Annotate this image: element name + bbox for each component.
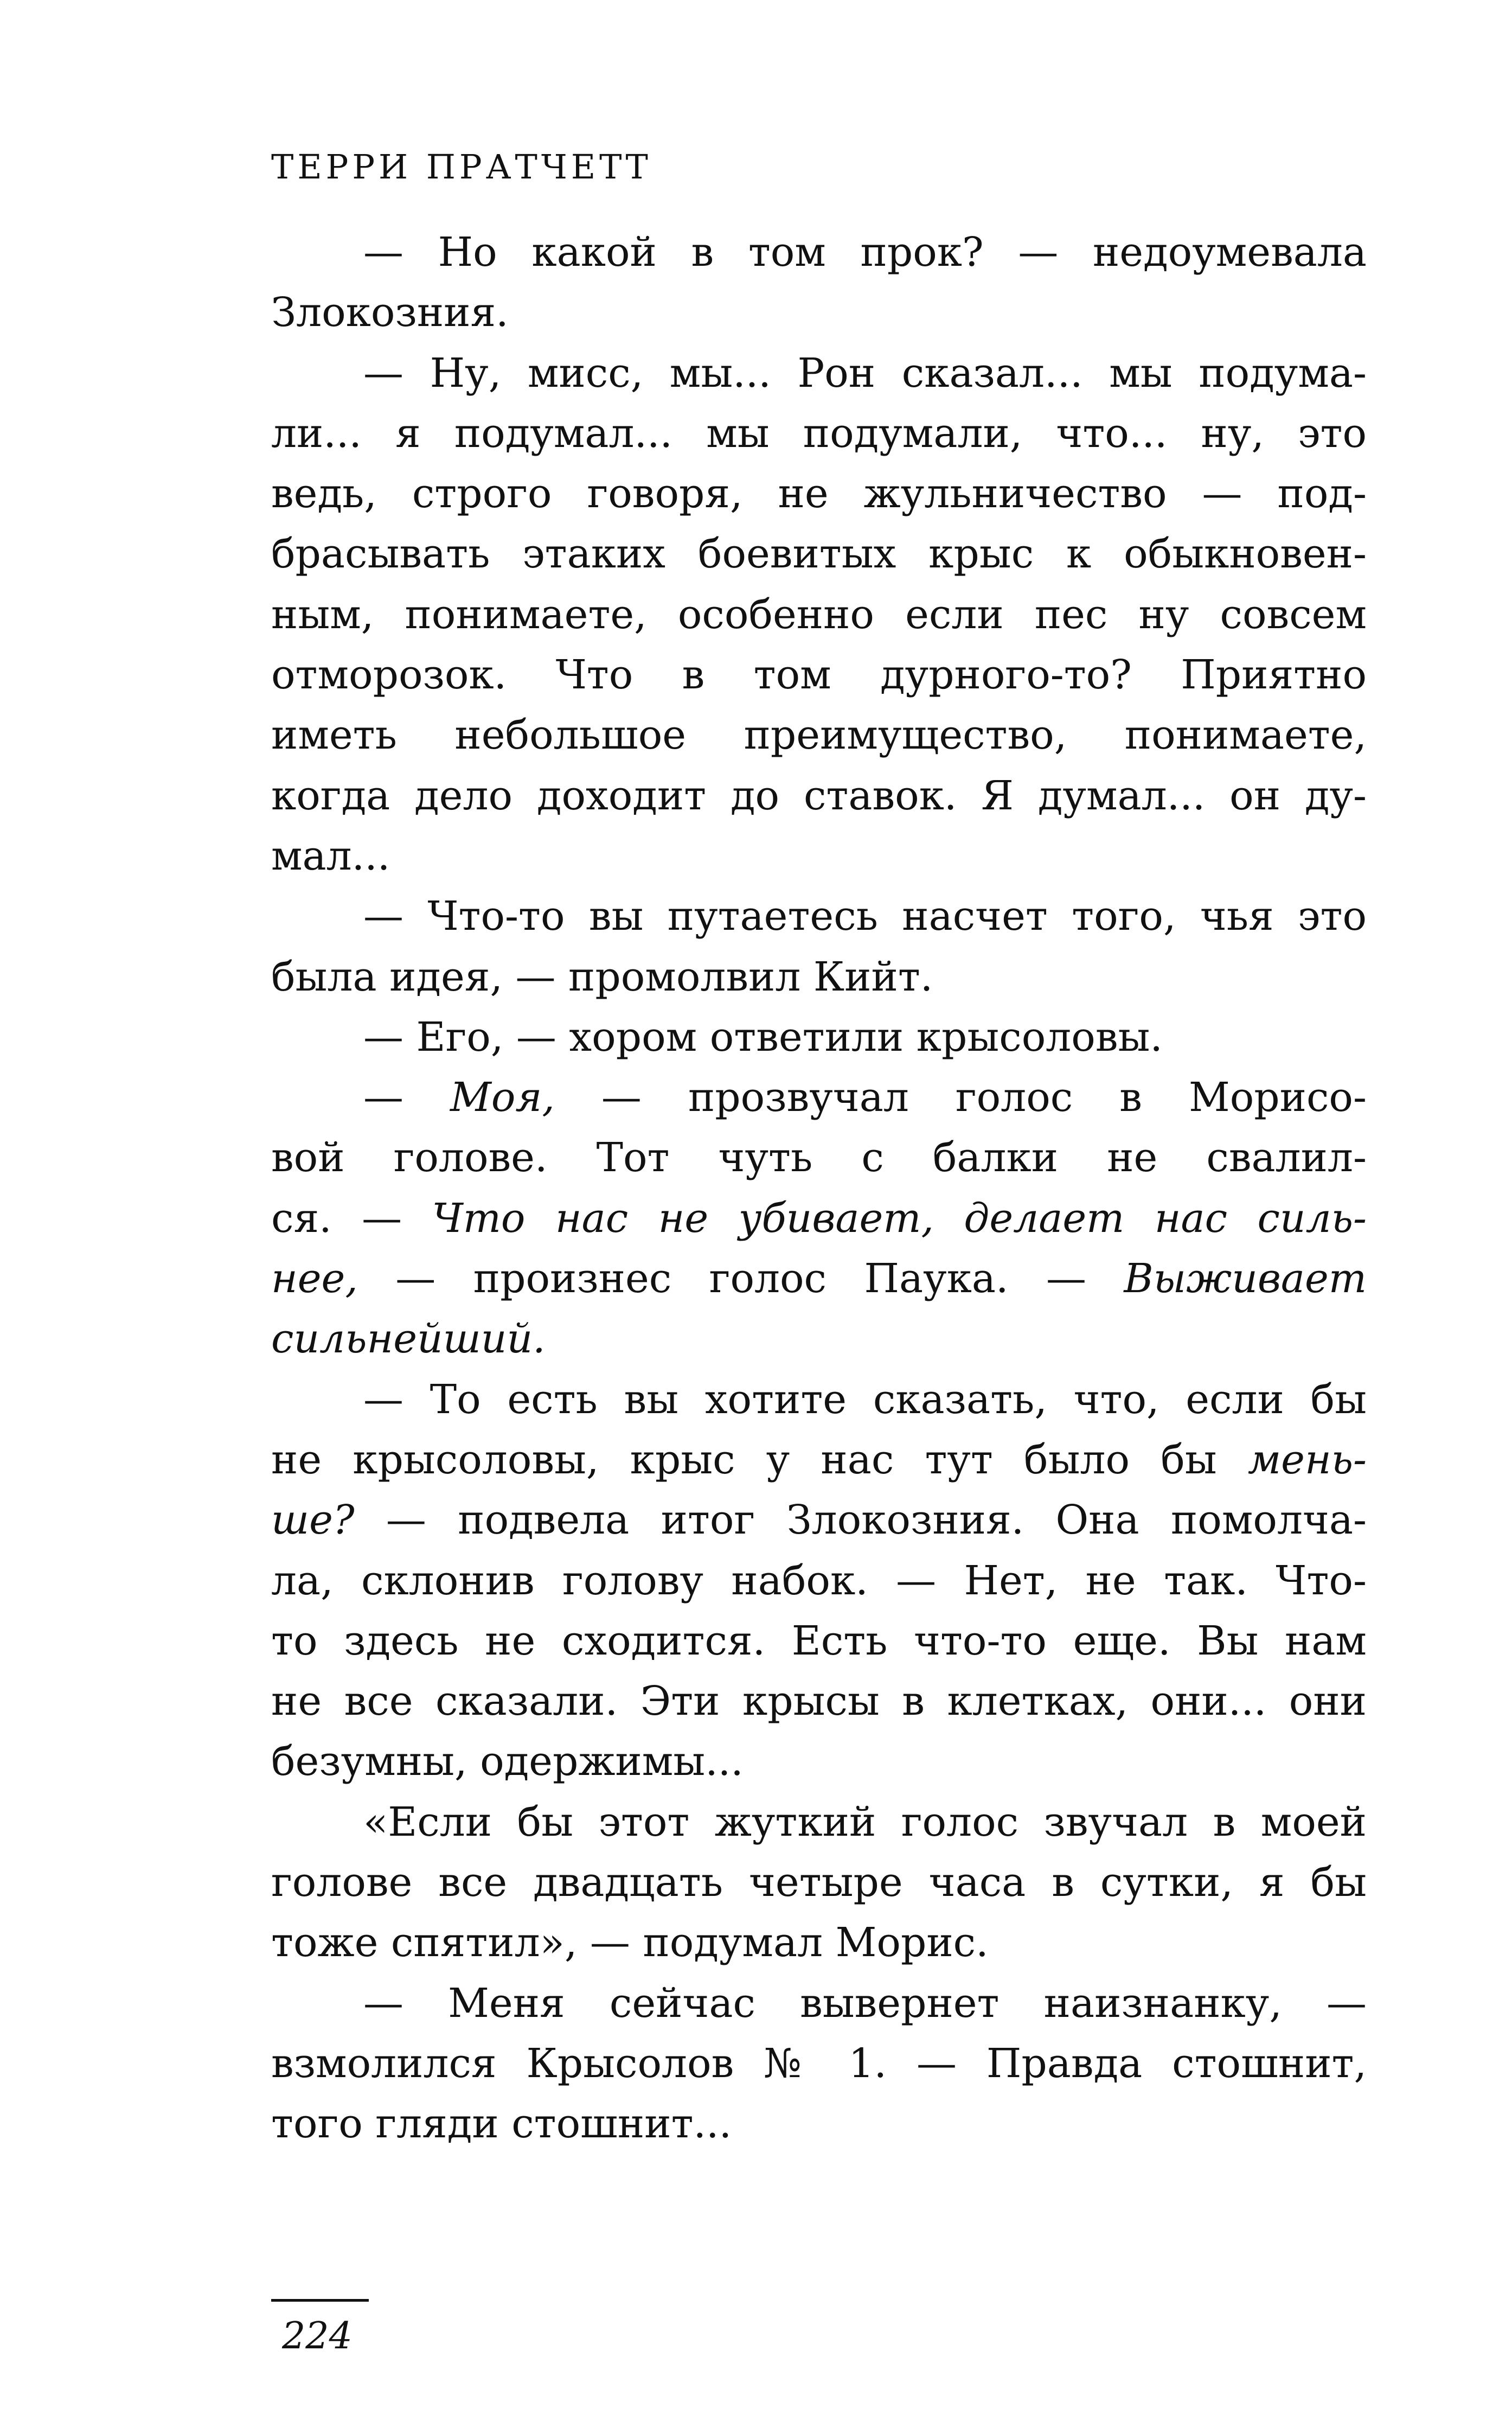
text-line: того гляди стошнит... [271, 2100, 732, 2148]
text-line [271, 1189, 1367, 1249]
text-line [271, 1068, 1367, 1128]
running-header: ТЕРРИ ПРАТЧЕТТ [271, 147, 652, 187]
text-segment: — прозвучал голос в Морисо- [554, 1074, 1367, 1121]
text-line: иметь небольшое преимущество, понимаете, [271, 712, 1367, 759]
text-line: то здесь не сходится. Есть что-то еще. Вы нам [271, 1617, 1367, 1664]
text-line: вой голове. Тот чуть с балки не свалил- [271, 1134, 1367, 1181]
text-line: взмолился Крысолов № 1. — Правда стошнит, [271, 2040, 1367, 2087]
text-line: когда дело доходит до ставок. Я думал... он ду- [271, 772, 1367, 819]
text-line: — Ну, мисс, мы... Рон сказал... мы подума- [363, 349, 1367, 397]
italic-segment: Моя, [450, 1074, 555, 1121]
text-line: тоже спятил», — подумал Морис. [271, 1919, 989, 1966]
text-line: — Но какой в том прок? — недоумевала [363, 229, 1367, 276]
text-line: ла, склонив голову набок. — Нет, не так. Что- [271, 1557, 1367, 1604]
text-line: голове все двадцать четыре часа в сутки, я бы [271, 1859, 1367, 1906]
page-number-rule [271, 2299, 369, 2302]
italic-segment: мень- [1247, 1436, 1367, 1483]
text-line: — То есть вы хотите сказать, что, если бы [363, 1376, 1367, 1423]
body-text [271, 222, 1367, 2155]
italic-segment: ше? [271, 1497, 355, 1544]
text-line: брасывать этаких боевитых крыс к обыкновен- [271, 531, 1367, 578]
italic-segment: Что нас не убивает, делает нас силь- [432, 1195, 1367, 1242]
text-line: ведь, строго говоря, не жульничество — под- [271, 470, 1367, 518]
text-line: ли... я подумал... мы подумали, что... ну, это [271, 410, 1367, 457]
text-line: — Его, — хором ответили крысоловы. [363, 1013, 1163, 1061]
text-line: — Меня сейчас вывернет наизнанку, — [363, 1979, 1367, 2027]
text-line [271, 1309, 1367, 1369]
text-line [271, 1430, 1367, 1490]
text-line: не все сказали. Эти крысы в клетках, они... они [271, 1678, 1367, 1725]
text-line: «Если бы этот жуткий голос звучал в моей [363, 1798, 1367, 1845]
text-segment: — [363, 1074, 451, 1121]
text-line [271, 1249, 1367, 1309]
text-line: безумны, одержимы... [271, 1738, 744, 1785]
text-line: была идея, — промолвил Кийт. [271, 953, 933, 1000]
italic-segment: сильнейший. [271, 1315, 546, 1363]
text-segment: ся. — [271, 1195, 432, 1242]
text-line: — Что-то вы путаетесь насчет того, чья это [363, 893, 1367, 940]
italic-segment: нее, [271, 1255, 358, 1302]
text-segment: — произнес голос Паука. — [357, 1255, 1124, 1302]
text-line: отморозок. Что в том дурного-то? Приятно [271, 652, 1367, 699]
text-line: мал... [271, 832, 390, 879]
page-number: 224 [282, 2315, 353, 2358]
text-line [271, 1490, 1367, 1550]
text-line: Злокозния. [271, 289, 509, 336]
italic-segment: Выживает [1124, 1255, 1367, 1302]
text-line: ным, понимаете, особенно если пес ну совсем [271, 591, 1367, 638]
text-segment: — подвела итог Злокозния. Она помолча- [354, 1497, 1367, 1544]
text-segment: не крысоловы, крыс у нас тут было бы [271, 1436, 1248, 1483]
